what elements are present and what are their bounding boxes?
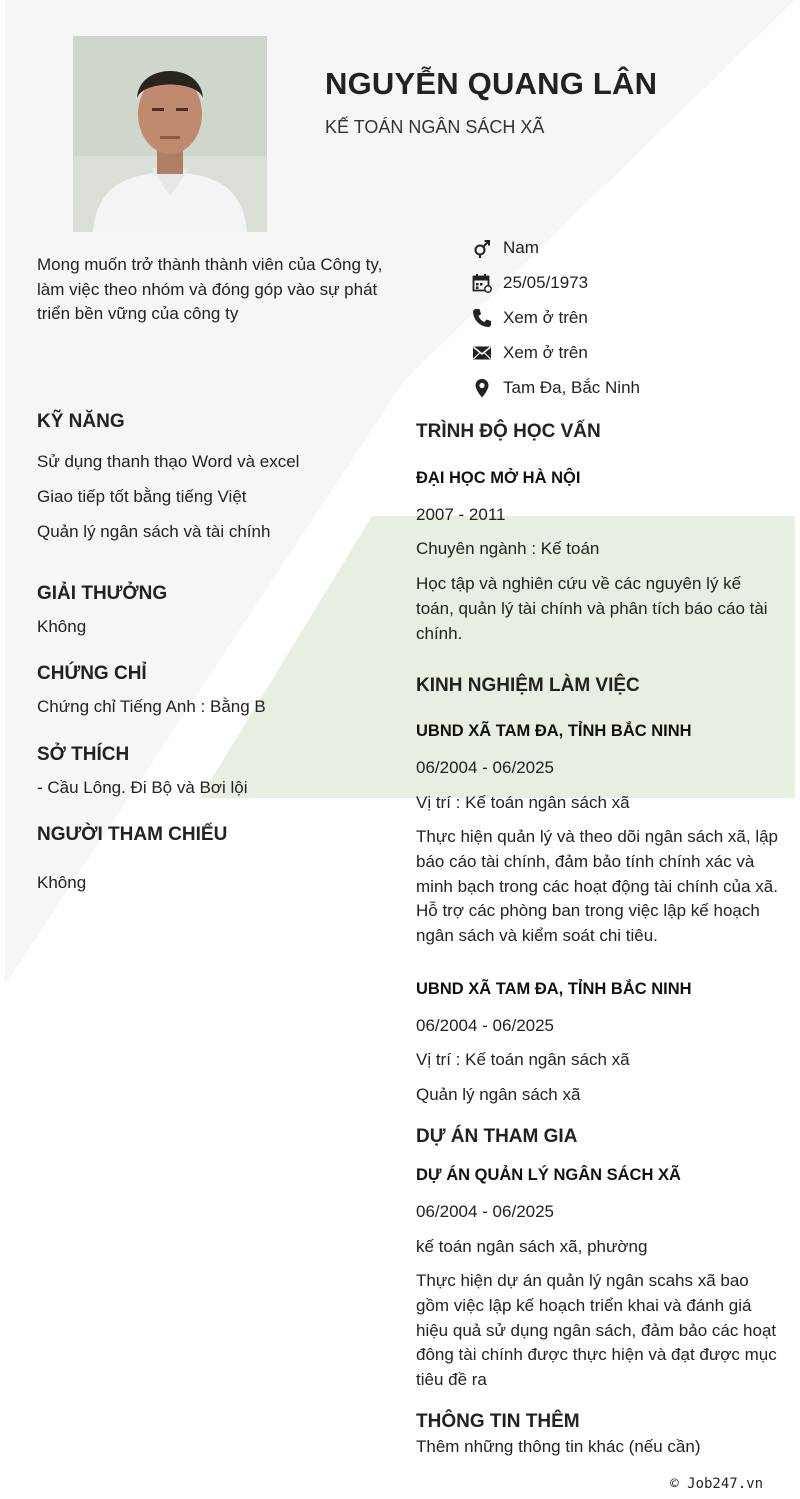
project-period: 06/2004 - 06/2025 (416, 1202, 555, 1221)
contact-birthdate (472, 266, 792, 301)
envelope-icon (472, 343, 492, 363)
education-major: Chuyên ngành : Kế toán (416, 539, 600, 558)
projects-heading: DỰ ÁN THAM GIA (416, 1126, 578, 1147)
job-description: Quản lý ngân sách xã (416, 1085, 581, 1104)
references-text: Không (37, 873, 87, 892)
certificates-heading: CHỨNG CHỈ (37, 663, 147, 684)
job-company: UBND XÃ TAM ĐA, TỈNH BẮC NINH (416, 980, 692, 998)
skill-item: Quản lý ngân sách và tài chính (37, 522, 271, 541)
location-pin-icon (472, 378, 492, 398)
copyright-footer: © Job247.vn (670, 1476, 763, 1492)
hobbies-text: - Cầu Lông. Đi Bộ và Bơi lội (37, 778, 248, 797)
gender-icon (472, 238, 492, 258)
hobbies-heading: SỞ THÍCH (37, 744, 130, 765)
phone-value: Xem ở trên (503, 307, 588, 327)
project-role: kế toán ngân sách xã, phường (416, 1237, 648, 1256)
awards-heading: GIẢI THƯỞNG (37, 583, 168, 604)
calendar-icon (472, 273, 492, 293)
job-position: Vị trí : Kế toán ngân sách xã (416, 793, 630, 812)
job-period: 06/2004 - 06/2025 (416, 758, 555, 777)
career-objective: Mong muốn trở thành thành viên của Công ty, làm việc theo nhóm và đóng góp vào sự phát triển bền vững của công ty (37, 255, 383, 323)
education-school: ĐẠI HỌC MỞ HÀ NỘI (416, 469, 581, 487)
contact-info (472, 231, 792, 405)
job-description: Thực hiện quản lý và theo dõi ngân sách xã, lập báo cáo tài chính, đảm bảo tính chính xác và minh bạch trong các hoạt động tài chính của xã. Hỗ trợ các phòng ban trong việc lập kế hoạch ngân sách và kiểm soát chi tiêu. (416, 827, 779, 946)
additional-heading: THÔNG TIN THÊM (416, 1411, 580, 1432)
project-name: DỰ ÁN QUẢN LÝ NGÂN SÁCH XÃ (416, 1166, 681, 1184)
contact-email (472, 335, 792, 370)
job-position: Vị trí : Kế toán ngân sách xã (416, 1050, 630, 1069)
contact-phone (472, 301, 792, 336)
birthdate-value: 25/05/1973 (503, 273, 589, 293)
phone-icon (472, 308, 492, 328)
skills-heading: KỸ NĂNG (37, 411, 125, 432)
references-heading: NGƯỜI THAM CHIẾU (37, 824, 228, 845)
job-title: KẾ TOÁN NGÂN SÁCH XÃ (325, 117, 545, 137)
contact-address (472, 370, 792, 405)
project-description: Thực hiện dự án quản lý ngân scahs xã bao gồm việc lập kế hoạch triển khai và đánh giá hiệu quả sử dụng ngân sách, đảm bảo các hoạt đông tài chính được thực hiện và đạt được mục tiêu đề ra (416, 1271, 777, 1390)
skill-item: Sử dụng thanh thạo Word và excel (37, 452, 300, 471)
additional-text: Thêm những thông tin khác (nếu cần) (416, 1437, 701, 1456)
skill-item: Giao tiếp tốt bằng tiếng Việt (37, 487, 247, 506)
contact-gender (472, 231, 792, 266)
awards-text: Không (37, 617, 87, 636)
certificates-text: Chứng chỉ Tiếng Anh : Bằng B (37, 697, 266, 716)
address-value: Tam Đa, Bắc Ninh (503, 377, 640, 397)
job-company: UBND XÃ TAM ĐA, TỈNH BẮC NINH (416, 722, 692, 740)
gender-value: Nam (503, 238, 539, 258)
job-period: 06/2004 - 06/2025 (416, 1016, 555, 1035)
education-period: 2007 - 2011 (416, 505, 506, 524)
experience-heading: KINH NGHIỆM LÀM VIỆC (416, 675, 640, 696)
education-heading: TRÌNH ĐỘ HỌC VẤN (416, 421, 601, 442)
education-description: Học tập và nghiên cứu về các nguyên lý kế toán, quản lý tài chính và phân tích báo cáo tài chính. (416, 574, 768, 643)
candidate-name: NGUYỄN QUANG LÂN (325, 66, 658, 101)
profile-photo (73, 36, 267, 232)
email-value: Xem ở trên (503, 342, 588, 362)
